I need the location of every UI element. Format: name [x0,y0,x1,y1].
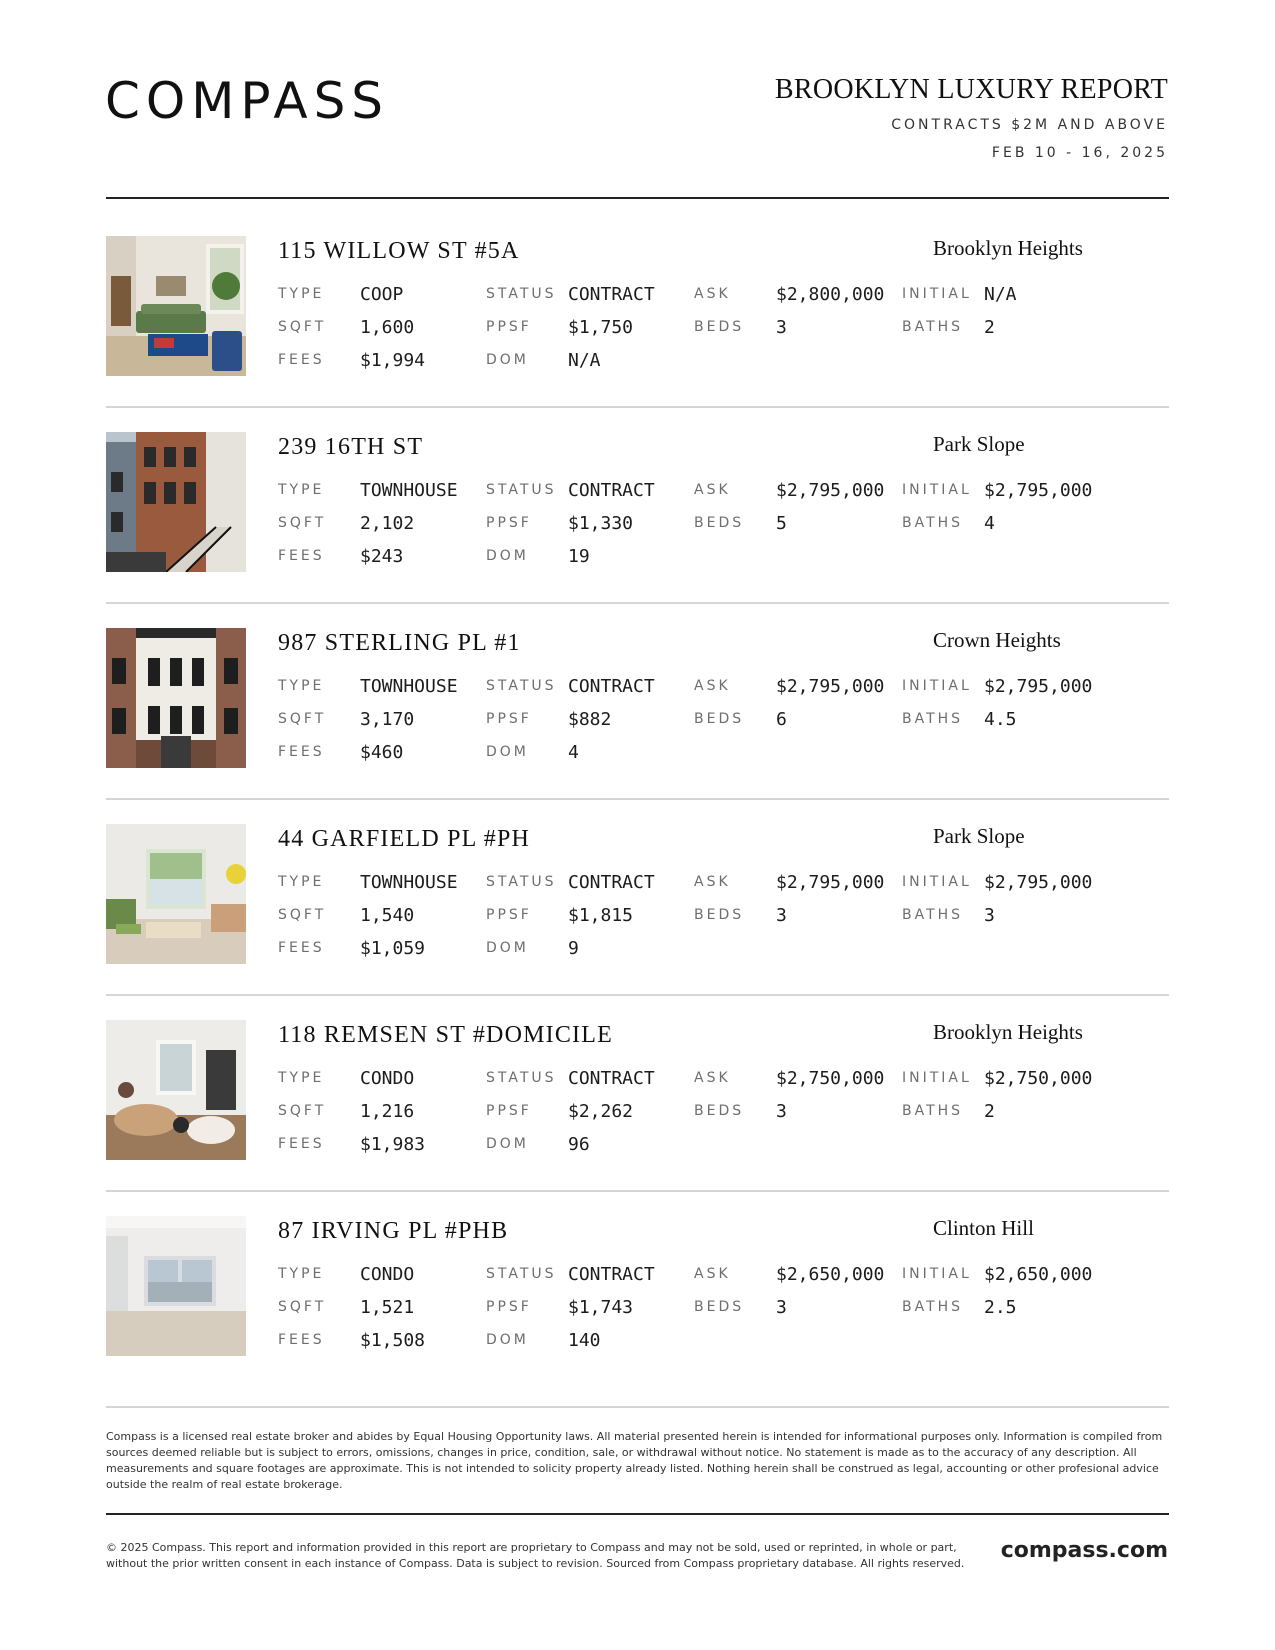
ppsf-value: $1,815 [568,905,634,926]
initial-value: $2,650,000 [984,1264,1093,1285]
sqft-label: SQFT [278,1103,327,1119]
fees-label: FEES [278,548,325,564]
type-label: TYPE [278,482,325,498]
fees-label: FEES [278,1332,325,1348]
baths-label: BATHS [902,319,964,335]
dom-value: 140 [568,1330,601,1351]
baths-value: 2 [984,1101,995,1122]
dom-label: DOM [486,1136,529,1152]
bright-living-room-photo[interactable] [106,824,246,964]
living-room-photo[interactable] [106,236,246,376]
beds-label: BEDS [694,711,745,727]
initial-label: INITIAL [902,874,972,890]
listing-address[interactable]: 118 REMSEN ST #DOMICILE [278,1022,613,1048]
fees-value: $1,059 [360,938,426,959]
copyright-notice: © 2025 Compass. This report and information provided in this report are proprietary to Compass and may not be sold, used or reprinted, in whole or part, without the prior written consent in each instance of Compass. Data is subject to revision. Sourced from Compass proprietary database. All rights reserved. [106,1541,965,1570]
initial-label: INITIAL [902,1266,972,1282]
listings-end-divider [106,1406,1169,1408]
listing-divider [106,602,1169,604]
fees-value: $1,994 [360,350,426,371]
initial-value: N/A [984,284,1017,305]
status-value: CONTRACT [568,1068,655,1089]
sqft-value: 2,102 [360,513,415,534]
type-label: TYPE [278,286,325,302]
empty-room-photo[interactable] [106,1216,246,1356]
type-label: TYPE [278,1070,325,1086]
status-value: CONTRACT [568,676,655,697]
svg-text:COMPASS: COMPASS [105,74,390,126]
initial-value: $2,795,000 [984,480,1093,501]
type-label: TYPE [278,874,325,890]
baths-label: BATHS [902,711,964,727]
listing-neighborhood: Park Slope [933,432,1025,456]
report-date-range: FEB 10 - 16, 2025 [991,145,1168,161]
sqft-label: SQFT [278,711,327,727]
ask-label: ASK [694,1266,731,1282]
initial-label: INITIAL [902,482,972,498]
beds-label: BEDS [694,319,745,335]
lounge-room-photo[interactable] [106,1020,246,1160]
beds-value: 5 [776,513,787,534]
listing-address[interactable]: 44 GARFIELD PL #PH [278,826,531,852]
listing-4[interactable] [106,824,1169,964]
fees-value: $1,508 [360,1330,426,1351]
initial-label: INITIAL [902,286,972,302]
ask-label: ASK [694,286,731,302]
dom-value: N/A [568,350,601,371]
initial-value: $2,795,000 [984,676,1093,697]
sqft-value: 1,600 [360,317,415,338]
beds-label: BEDS [694,1103,745,1119]
listing-neighborhood: Clinton Hill [933,1216,1034,1240]
type-value: TOWNHOUSE [360,676,458,697]
report-subtitle: CONTRACTS $2M AND ABOVE [891,117,1168,133]
ppsf-value: $882 [568,709,612,730]
ppsf-value: $1,330 [568,513,634,534]
type-label: TYPE [278,1266,325,1282]
dom-value: 4 [568,742,579,763]
listing-divider [106,798,1169,800]
ask-value: $2,795,000 [776,480,885,501]
ppsf-value: $1,743 [568,1297,634,1318]
brownstone-facade-photo[interactable] [106,628,246,768]
listing-address[interactable]: 987 STERLING PL #1 [278,630,521,656]
ask-label: ASK [694,678,731,694]
type-label: TYPE [278,678,325,694]
sqft-label: SQFT [278,907,327,923]
status-value: CONTRACT [568,284,655,305]
fees-label: FEES [278,352,325,368]
sqft-value: 1,521 [360,1297,415,1318]
listing-divider [106,994,1169,996]
type-value: CONDO [360,1264,415,1285]
beds-label: BEDS [694,515,745,531]
listing-address[interactable]: 239 16TH ST [278,434,424,460]
dom-label: DOM [486,548,529,564]
report-title: BROOKLYN LUXURY REPORT [774,74,1168,105]
listing-address[interactable]: 87 IRVING PL #PHB [278,1218,509,1244]
legal-disclaimer: Compass is a licensed real estate broker and abides by Equal Housing Opportunity laws. All material presented herein is intended for informational purposes only. Information is compiled from sources deemed reliable but is subject to errors, omissions, changes in price, condition, sale, or withdrawal without notice. No statement is made as to the accuracy of any description. All measurements and square footages are approximate. This is not intended to solicity property already listed. Nothing herein shall be construed as legal, accounting or other profesional advice outside the realm of real estate brokerage. [106,1430,1163,1491]
ask-label: ASK [694,482,731,498]
fees-label: FEES [278,744,325,760]
dom-label: DOM [486,1332,529,1348]
sqft-label: SQFT [278,319,327,335]
initial-value: $2,750,000 [984,1068,1093,1089]
ask-label: ASK [694,874,731,890]
type-value: COOP [360,284,404,305]
listing-1[interactable] [106,236,1169,376]
listing-3[interactable] [106,628,1169,768]
ppsf-value: $2,262 [568,1101,634,1122]
listing-divider [106,1190,1169,1192]
ask-value: $2,650,000 [776,1264,885,1285]
ppsf-label: PPSF [486,907,532,923]
ask-label: ASK [694,1070,731,1086]
baths-label: BATHS [902,1103,964,1119]
fees-label: FEES [278,1136,325,1152]
status-label: STATUS [486,1070,557,1086]
fees-value: $460 [360,742,404,763]
status-label: STATUS [486,482,557,498]
ppsf-value: $1,750 [568,317,634,338]
baths-value: 4.5 [984,709,1017,730]
initial-label: INITIAL [902,678,972,694]
listing-divider [106,406,1169,408]
dom-label: DOM [486,940,529,956]
listing-neighborhood: Park Slope [933,824,1025,848]
baths-label: BATHS [902,1299,964,1315]
compass-logo [105,74,435,126]
fees-value: $1,983 [360,1134,426,1155]
beds-value: 6 [776,709,787,730]
dom-label: DOM [486,744,529,760]
status-label: STATUS [486,678,557,694]
ask-value: $2,800,000 [776,284,885,305]
dom-value: 9 [568,938,579,959]
baths-value: 2 [984,317,995,338]
sqft-value: 1,216 [360,1101,415,1122]
initial-label: INITIAL [902,1070,972,1086]
sqft-label: SQFT [278,1299,327,1315]
baths-label: BATHS [902,907,964,923]
listing-neighborhood: Crown Heights [933,628,1061,652]
listing-6[interactable] [106,1216,1169,1356]
baths-value: 3 [984,905,995,926]
listing-neighborhood: Brooklyn Heights [933,236,1083,260]
beds-value: 3 [776,1101,787,1122]
status-value: CONTRACT [568,1264,655,1285]
ppsf-label: PPSF [486,515,532,531]
type-value: TOWNHOUSE [360,872,458,893]
fees-value: $243 [360,546,404,567]
ask-value: $2,795,000 [776,872,885,893]
baths-value: 2.5 [984,1297,1017,1318]
status-label: STATUS [486,874,557,890]
fees-label: FEES [278,940,325,956]
sqft-label: SQFT [278,515,327,531]
initial-value: $2,795,000 [984,872,1093,893]
beds-value: 3 [776,1297,787,1318]
baths-value: 4 [984,513,995,534]
listing-5[interactable] [106,1020,1169,1160]
ppsf-label: PPSF [486,711,532,727]
status-label: STATUS [486,1266,557,1282]
beds-value: 3 [776,317,787,338]
ppsf-label: PPSF [486,1103,532,1119]
type-value: TOWNHOUSE [360,480,458,501]
status-label: STATUS [486,286,557,302]
status-value: CONTRACT [568,872,655,893]
type-value: CONDO [360,1068,415,1089]
listing-neighborhood: Brooklyn Heights [933,1020,1083,1044]
ask-value: $2,795,000 [776,676,885,697]
status-value: CONTRACT [568,480,655,501]
beds-label: BEDS [694,1299,745,1315]
dom-value: 96 [568,1134,590,1155]
ppsf-label: PPSF [486,1299,532,1315]
sqft-value: 1,540 [360,905,415,926]
dom-value: 19 [568,546,590,567]
footer-divider [106,1513,1169,1515]
ppsf-label: PPSF [486,319,532,335]
ask-value: $2,750,000 [776,1068,885,1089]
beds-label: BEDS [694,907,745,923]
dom-label: DOM [486,352,529,368]
baths-label: BATHS [902,515,964,531]
brick-townhouse-photo[interactable] [106,432,246,572]
sqft-value: 3,170 [360,709,415,730]
listing-2[interactable] [106,432,1169,572]
beds-value: 3 [776,905,787,926]
listing-address[interactable]: 115 WILLOW ST #5A [278,238,520,264]
website-link[interactable]: compass.com [1000,1538,1168,1563]
header-divider [106,197,1169,199]
